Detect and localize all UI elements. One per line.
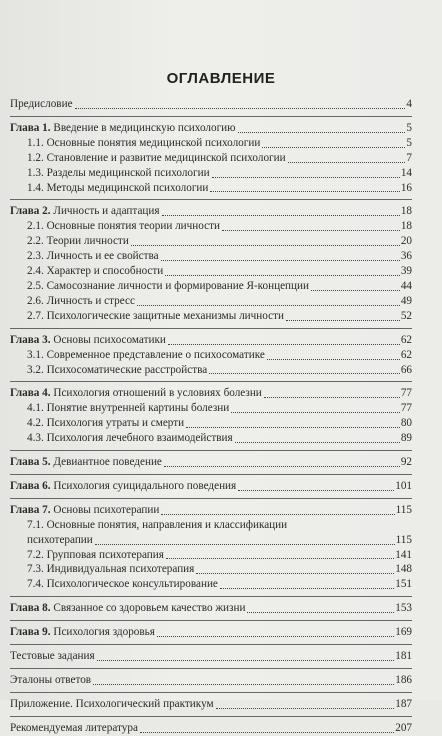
entry-title: Рекомендуемая литература: [10, 721, 138, 734]
toc-entry-label: [27, 533, 93, 548]
toc-section: [10, 649, 412, 664]
section-divider: [10, 381, 412, 382]
toc-chapter-entry: [10, 333, 412, 348]
dot-leader: [209, 372, 400, 374]
toc-section: [10, 503, 412, 592]
page-number: 115: [395, 533, 412, 546]
toc-subsection-entry: [10, 401, 412, 416]
page-number: 52: [400, 309, 412, 322]
entry-title: 1.3. Разделы медицинской психологии: [27, 166, 210, 179]
toc-entry-label: [10, 625, 155, 640]
toc-entry-label: [27, 294, 135, 309]
page-number: 153: [395, 602, 412, 615]
toc-entry-label: [27, 401, 229, 416]
page-number: 186: [395, 674, 412, 686]
toc-subsection-entry: [10, 363, 412, 378]
page-number: 66: [400, 363, 412, 376]
dot-leader: [262, 146, 405, 148]
dot-leader: [165, 274, 400, 276]
toc-entry-label: [27, 548, 164, 563]
toc-chapter-entry: [10, 649, 412, 664]
entry-title: 1.4. Методы медицинской психологии: [27, 181, 209, 194]
entry-title: Психология отношений в условиях болезни: [53, 387, 262, 400]
chapter-number: Глава 9.: [10, 626, 51, 639]
page-number: 4: [406, 98, 412, 110]
section-divider: [10, 692, 412, 693]
toc-chapter-entry: [10, 673, 412, 688]
entry-title: 1.1. Основные понятия медицинской психологии: [27, 136, 261, 149]
section-divider: [10, 116, 412, 117]
entry-title: Связанное со здоровьем качество жизни: [53, 602, 246, 615]
toc-entry-label: [27, 249, 159, 264]
toc-entry-label: [27, 166, 210, 181]
page-number: 77: [400, 402, 412, 415]
toc-section: [10, 625, 412, 640]
dot-leader: [235, 441, 400, 443]
toc-section: [10, 333, 412, 378]
page-number: 169: [395, 626, 412, 639]
chapter-number: Глава 7.: [10, 503, 51, 516]
page-number: 141: [395, 548, 412, 561]
toc-section: [10, 455, 412, 470]
toc-chapter-entry: [10, 697, 412, 712]
dot-leader: [311, 289, 400, 291]
toc-section: [10, 121, 412, 196]
toc-subsection-entry: [10, 431, 412, 446]
toc-entry-label: [27, 431, 233, 446]
page-number: 18: [400, 205, 412, 218]
entry-title: 7.3. Индивидуальная психотерапия: [27, 563, 195, 576]
toc-subsection-entry: [10, 219, 412, 234]
toc-section: [10, 479, 412, 494]
dot-leader: [164, 465, 400, 467]
toc-entry-label: [10, 121, 236, 136]
toc-entry-label: [10, 721, 138, 736]
page-number: 151: [395, 578, 412, 591]
toc-subsection-entry: [10, 562, 412, 577]
chapter-number: Глава 4.: [10, 387, 51, 400]
toc-entry-label: [27, 219, 220, 234]
page-number: 92: [400, 456, 412, 469]
toc-entry-label: [27, 309, 284, 324]
page-number: 181: [395, 650, 412, 663]
chapter-number: Глава 3.: [10, 333, 51, 346]
toc-entry-label: [10, 479, 236, 494]
entry-title: Психология суицидального поведения: [53, 479, 237, 492]
toc-entry-label: [27, 234, 129, 249]
section-divider: [10, 620, 412, 621]
page-number: 62: [400, 333, 412, 346]
entry-title: Психология здоровья: [53, 626, 155, 639]
toc-subsection-entry: [10, 181, 412, 196]
entry-title: 7.4. Психологическое консультирование: [27, 578, 218, 591]
entry-title: 2.7. Психологические защитные механизмы личности: [27, 309, 284, 322]
toc-subsection-entry: [10, 348, 412, 363]
page-number: 101: [395, 479, 412, 492]
toc-subsection-entry: [10, 548, 412, 563]
dot-leader: [168, 343, 400, 345]
page-number: 7: [406, 151, 412, 164]
toc-subsection-entry: [10, 533, 412, 548]
dot-leader: [166, 557, 394, 559]
page-number: 18: [400, 220, 412, 233]
dot-leader: [186, 426, 400, 428]
toc-subsection-entry: [10, 416, 412, 431]
toc-entry-label: [10, 503, 159, 518]
dot-leader: [264, 396, 400, 398]
entry-title: 2.5. Самосознание личности и формирование Я-концепции: [27, 279, 309, 292]
page-number: 16: [400, 181, 412, 194]
dot-leader: [210, 190, 399, 192]
entry-title: Тестовые задания: [10, 650, 95, 663]
table-of-contents: [10, 97, 412, 736]
entry-title: Введение в медицинскую психологию: [53, 121, 236, 134]
entry-title: 1.2. Становление и развитие медицинской психологии: [27, 151, 286, 164]
toc-section: [10, 204, 412, 323]
section-divider: [10, 450, 412, 451]
page-number: 36: [400, 250, 412, 263]
page-number: 207: [395, 721, 412, 734]
entry-title: 4.3. Психология лечебного взаимодействия: [27, 432, 233, 445]
page-title: ОГЛАВЛЕНИЕ: [166, 70, 276, 87]
dot-leader: [161, 513, 394, 515]
toc-entry-label: [27, 518, 287, 533]
dot-leader: [238, 489, 394, 491]
toc-subsection-entry: [10, 136, 412, 151]
entry-title: 4.2. Психология утраты и смерти: [27, 417, 185, 430]
dot-leader: [131, 244, 400, 246]
page-number: 20: [400, 235, 412, 248]
entry-title: Личность и адаптация: [53, 205, 160, 218]
entry-title: 4.1. Понятие внутренней картины болезни: [27, 402, 230, 415]
section-divider: [10, 328, 412, 329]
page-number: 187: [395, 697, 412, 710]
chapter-number: Глава 2.: [10, 205, 51, 218]
toc-subsection-entry: [10, 234, 412, 249]
entry-title: 2.1. Основные понятия теории личности: [27, 220, 220, 233]
toc-entry-label: [27, 279, 309, 294]
toc-entry-label: [27, 363, 207, 378]
toc-entry-label: [10, 601, 245, 616]
dot-leader: [231, 411, 400, 413]
toc-chapter-entry: [10, 121, 412, 136]
dot-leader: [286, 319, 400, 321]
dot-leader: [140, 731, 394, 733]
page-number: 5: [406, 121, 412, 134]
page-number: 62: [400, 348, 412, 361]
section-divider: [10, 668, 412, 669]
entry-title: 3.1. Современное представление о психосоматике: [27, 348, 265, 361]
page-number: 115: [395, 503, 412, 516]
entry-title: 2.3. Личность и ее свойства: [27, 250, 159, 263]
dot-leader: [196, 572, 394, 574]
entry-title: 7.2. Групповая психотерапия: [27, 548, 164, 561]
dot-leader: [216, 707, 395, 709]
dot-leader: [97, 659, 395, 661]
toc-chapter-entry: [10, 601, 412, 616]
dot-leader: [238, 131, 406, 133]
toc-subsection-entry: [10, 294, 412, 309]
toc-section: [10, 721, 412, 736]
chapter-number: Глава 8.: [10, 602, 51, 615]
entry-title: 2.6. Личность и стресс: [27, 294, 135, 307]
toc-chapter-entry: [10, 455, 412, 470]
toc-chapter-entry: [10, 503, 412, 518]
page-number: 14: [400, 166, 412, 179]
toc-subsection-entry: [10, 264, 412, 279]
toc-section: [10, 601, 412, 616]
toc-entry-label: [10, 673, 91, 688]
dot-leader: [247, 611, 394, 613]
dot-leader: [75, 107, 406, 109]
toc-subsection-entry: [10, 151, 412, 166]
dot-leader: [220, 587, 394, 589]
toc-chapter-entry: [10, 204, 412, 219]
toc-entry-label: [27, 264, 163, 279]
entry-title: 2.2. Теории личности: [27, 235, 129, 248]
toc-entry-label: [27, 151, 286, 166]
toc-chapter-entry: [10, 97, 412, 112]
toc-section: [10, 673, 412, 688]
dot-leader: [95, 543, 395, 545]
toc-entry-label: [10, 204, 160, 219]
page-number: 80: [400, 417, 412, 430]
toc-subsection-entry: [10, 249, 412, 264]
toc-entry-label: [27, 181, 208, 196]
dot-leader: [222, 229, 400, 231]
entry-title: Эталоны ответов: [10, 674, 92, 686]
dot-leader: [157, 635, 394, 637]
toc-entry-label: [10, 333, 166, 348]
toc-entry-label: [27, 577, 218, 592]
section-divider: [10, 644, 412, 645]
dot-leader: [288, 161, 406, 163]
section-divider: [10, 498, 412, 499]
toc-section: [10, 386, 412, 446]
toc-subsection-entry: [10, 309, 412, 324]
toc-entry-label: [10, 386, 262, 401]
chapter-number: Глава 6.: [10, 479, 51, 492]
entry-title: Предисловие: [10, 98, 73, 110]
entry-title: Основы психосоматики: [53, 333, 166, 346]
toc-subsection-entry: [10, 279, 412, 294]
page-number: 5: [406, 136, 412, 149]
toc-section: [10, 97, 412, 112]
page-number: 89: [400, 432, 412, 445]
entry-title: психотерапии: [27, 533, 93, 546]
page-number: 148: [395, 563, 412, 576]
entry-title: 7.1. Основные понятия, направления и классификации: [27, 518, 288, 531]
toc-subsection-entry: [10, 166, 412, 181]
toc-entry-label: [10, 649, 95, 664]
dot-leader: [162, 214, 400, 216]
section-divider: [10, 474, 412, 475]
toc-subsection-entry: [10, 518, 412, 533]
entry-title: 3.2. Психосоматические расстройства: [27, 363, 208, 376]
chapter-number: Глава 5.: [10, 456, 51, 469]
entry-title: Девиантное поведение: [53, 456, 162, 469]
toc-chapter-entry: [10, 386, 412, 401]
toc-entry-label: [27, 416, 184, 431]
toc-entry-label: [27, 136, 260, 151]
toc-chapter-entry: [10, 479, 412, 494]
dot-leader: [267, 358, 400, 360]
section-divider: [10, 199, 412, 200]
toc-entry-label: [27, 562, 194, 577]
page-number: 49: [400, 294, 412, 307]
toc-entry-label: [27, 348, 265, 363]
toc-subsection-entry: [10, 577, 412, 592]
toc-entry-label: [10, 455, 162, 470]
section-divider: [10, 716, 412, 717]
chapter-number: Глава 1.: [10, 121, 51, 134]
page-number: 77: [400, 387, 412, 400]
dot-leader: [93, 683, 394, 685]
toc-entry-label: [10, 697, 214, 712]
toc-chapter-entry: [10, 625, 412, 640]
toc-chapter-entry: [10, 721, 412, 736]
page-number: 44: [400, 279, 412, 292]
dot-leader: [161, 259, 400, 261]
page-number: 39: [400, 265, 412, 278]
toc-section: [10, 697, 412, 712]
section-divider: [10, 596, 412, 597]
entry-title: 2.4. Характер и способности: [27, 265, 164, 278]
dot-leader: [212, 176, 400, 178]
toc-entry-label: [10, 97, 73, 112]
entry-title: Основы психотерапии: [53, 503, 160, 516]
dot-leader: [137, 304, 400, 306]
entry-title: Приложение. Психологический практикум: [10, 697, 214, 710]
